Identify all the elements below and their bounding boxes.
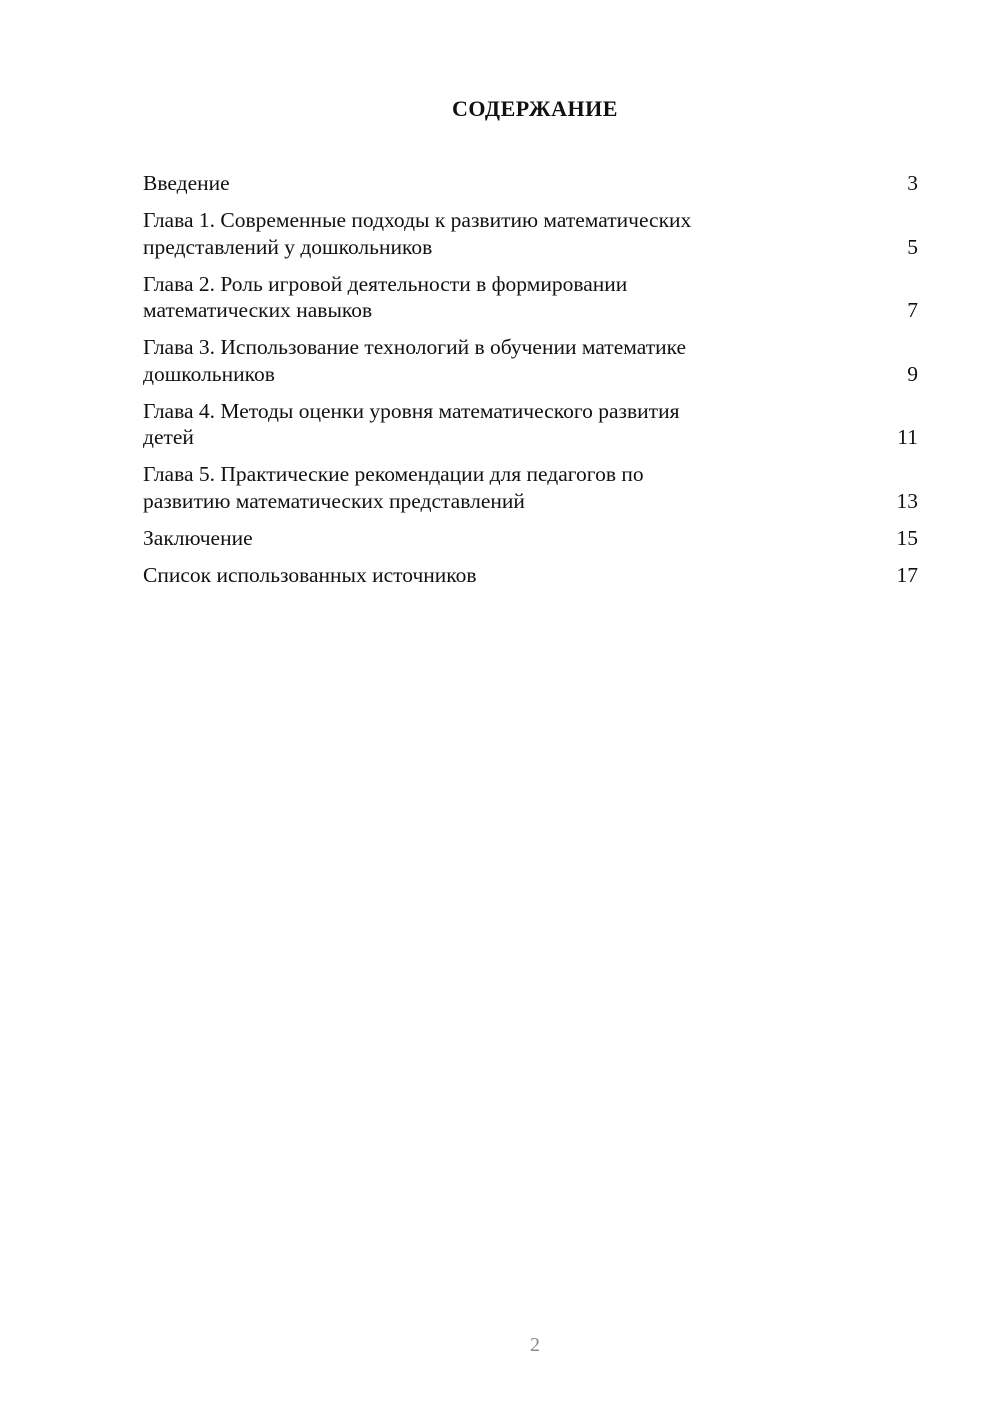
toc-entry-chapter-3[interactable] xyxy=(143,334,918,387)
toc-entry-page: 3 xyxy=(907,171,918,195)
toc-entry-label: Глава 3. Использование технологий в обучении математике дошкольников xyxy=(143,335,687,386)
toc-entry-page: 15 xyxy=(896,525,918,550)
toc-entry-page: 13 xyxy=(896,488,918,513)
toc-entry-label: Глава 5. Практические рекомендации для педагогов по развитию математических представлений xyxy=(143,462,644,513)
toc-entry-chapter-5[interactable] xyxy=(143,461,918,514)
table-of-contents xyxy=(143,170,918,599)
page-number: 2 xyxy=(530,1334,540,1356)
toc-entry-chapter-2[interactable] xyxy=(143,271,918,324)
toc-entry-page: 9 xyxy=(907,361,918,386)
toc-entry-label: Глава 1. Современные подходы к развитию математических представлений у дошкольников xyxy=(143,208,692,259)
toc-entry-page: 7 xyxy=(907,298,918,322)
toc-entry-chapter-1[interactable] xyxy=(143,207,918,260)
toc-entry-references[interactable] xyxy=(143,562,918,589)
toc-entry-label: Глава 2. Роль игровой деятельности в формировании математических навыков xyxy=(143,271,628,322)
toc-entry-chapter-4[interactable] xyxy=(143,398,918,451)
toc-entry-page: 5 xyxy=(907,234,918,259)
toc-entry-introduction[interactable] xyxy=(143,170,918,197)
toc-entry-label: Глава 4. Методы оценки уровня математического развития детей xyxy=(143,398,680,449)
toc-entry-page: 11 xyxy=(897,425,918,449)
toc-title: СОДЕРЖАНИЕ xyxy=(452,96,618,121)
toc-entry-label: Заключение xyxy=(143,525,253,550)
toc-entry-conclusion[interactable] xyxy=(143,525,918,552)
toc-entry-label: Введение xyxy=(143,171,230,195)
toc-entry-label: Список использованных источников xyxy=(143,562,477,587)
toc-entry-page: 17 xyxy=(896,562,918,587)
